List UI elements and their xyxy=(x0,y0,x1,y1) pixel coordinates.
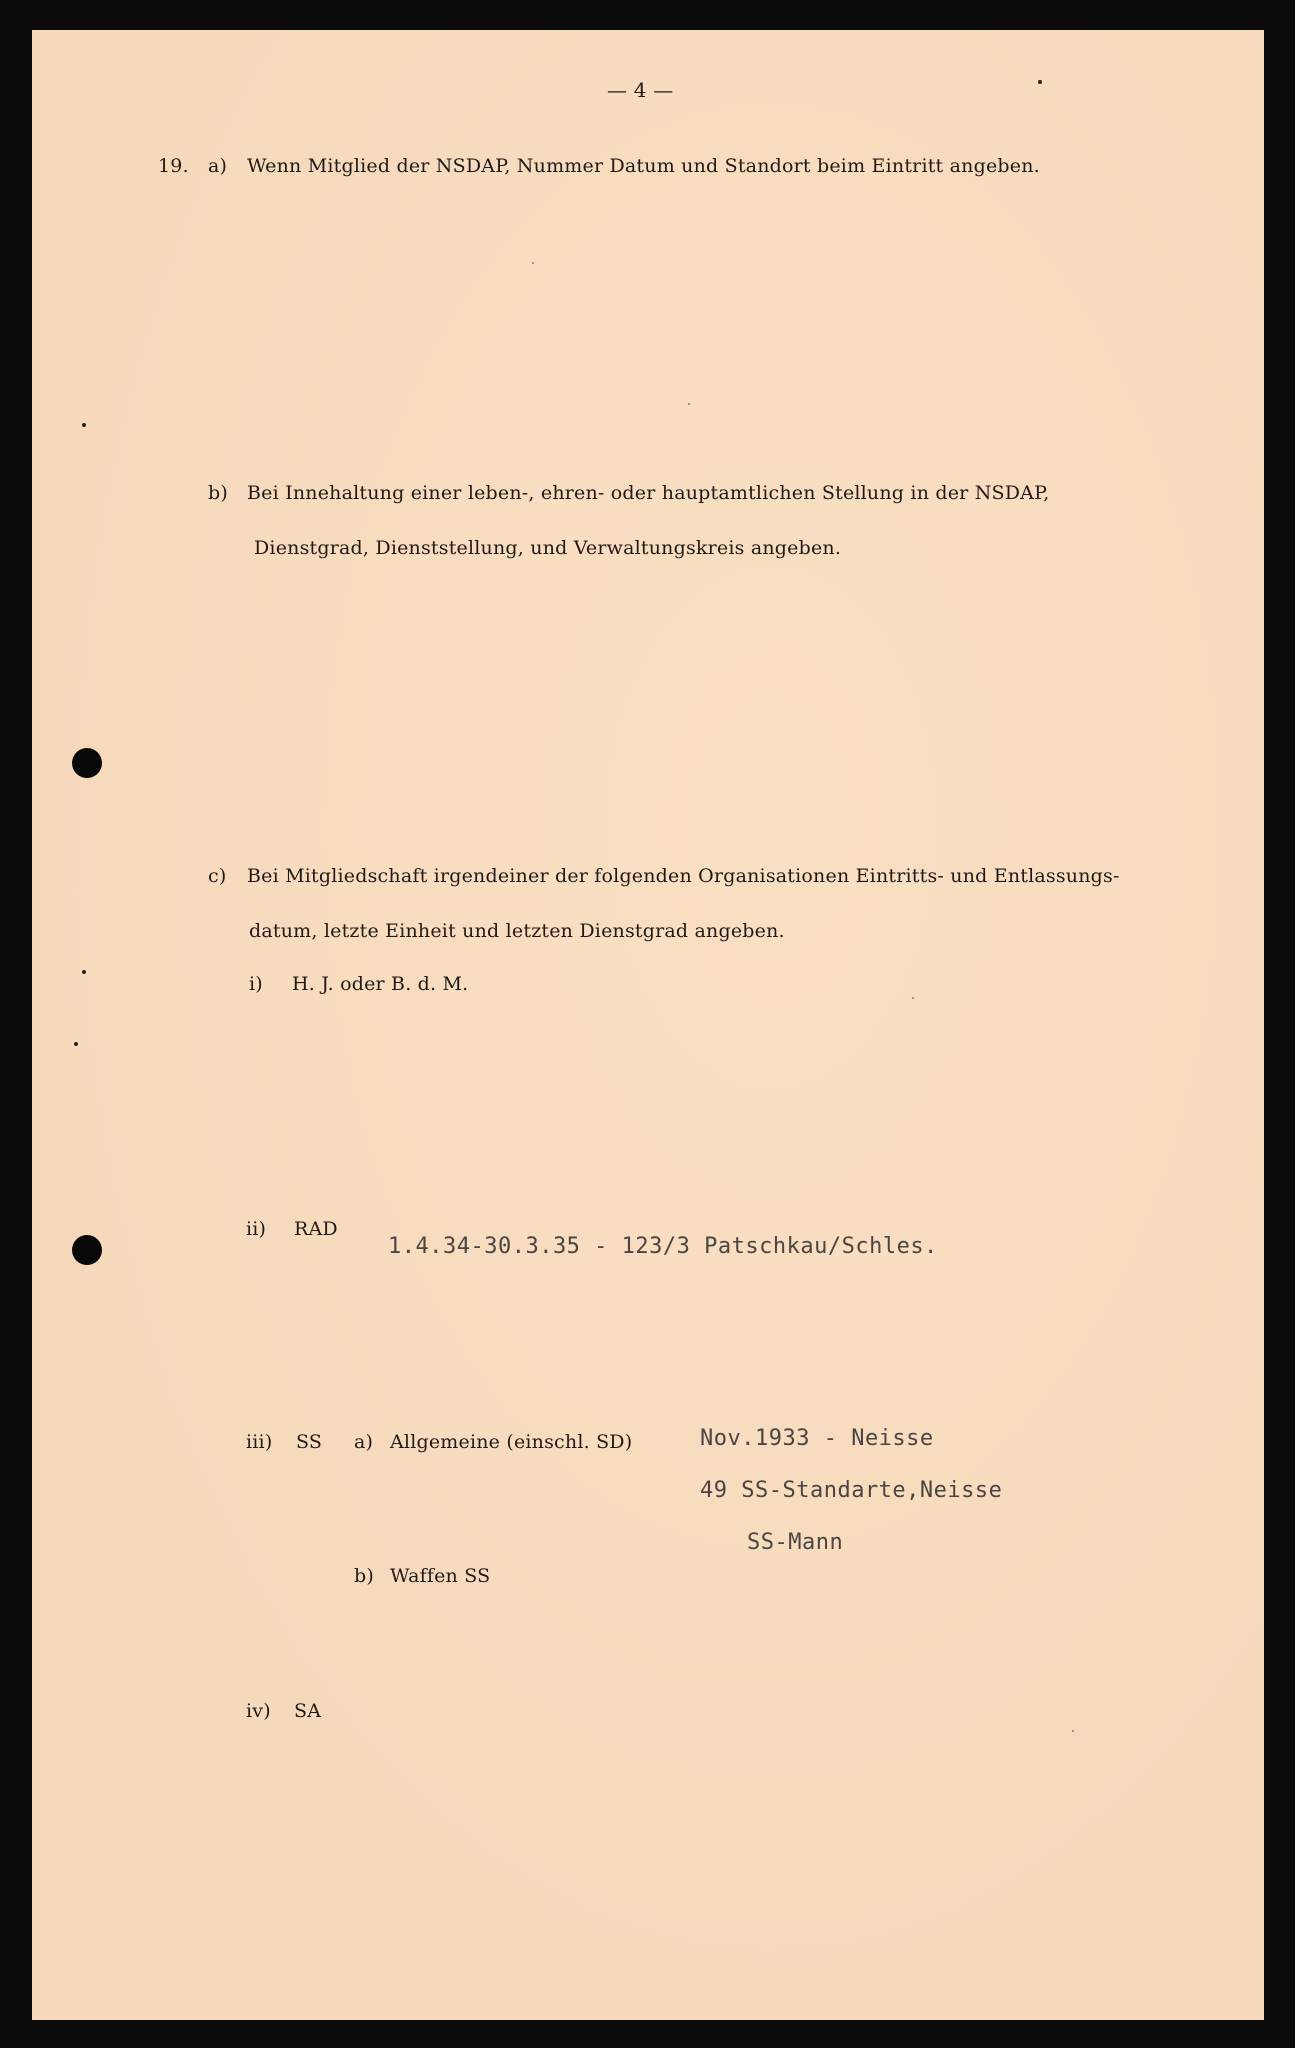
question-b-marker: b) xyxy=(208,482,228,504)
question-c-line1: Bei Mitgliedschaft irgendeiner der folgenden Organisationen Eintritts- und Entlassungs- xyxy=(247,865,1120,887)
punch-hole-lower xyxy=(72,1235,102,1265)
org-iv-label: SA xyxy=(294,1700,322,1722)
question-a-marker: a) xyxy=(208,155,228,177)
speck xyxy=(82,970,86,974)
org-ii-label: RAD xyxy=(294,1218,338,1240)
speck xyxy=(1038,80,1042,84)
question-a-text: Wenn Mitglied der NSDAP, Nummer Datum und Standort beim Eintritt angeben. xyxy=(247,155,1040,177)
speck xyxy=(532,262,534,264)
question-b-line2: Dienstgrad, Dienststellung, und Verwaltungskreis angeben. xyxy=(254,537,842,559)
org-iii-b-marker: b) xyxy=(354,1565,374,1587)
question-b-line1: Bei Innehaltung einer leben-, ehren- oder hauptamtlichen Stellung in der NSDAP, xyxy=(247,482,1050,504)
punch-hole-upper xyxy=(72,748,102,778)
speck xyxy=(688,403,690,405)
org-iii-answer-line3: SS-Mann xyxy=(747,1530,844,1555)
question-c-line2: datum, letzte Einheit und letzten Dienstgrad angeben. xyxy=(249,920,785,942)
org-ii-answer: 1.4.34-30.3.35 - 123/3 Patschkau/Schles. xyxy=(388,1234,938,1259)
speck xyxy=(82,423,86,427)
document-page xyxy=(32,30,1264,2020)
org-iii-b-label: Waffen SS xyxy=(390,1565,491,1587)
speck xyxy=(912,997,914,999)
org-iii-label: SS xyxy=(296,1431,323,1453)
org-iii-a-marker: a) xyxy=(354,1431,374,1453)
org-iv-marker: iv) xyxy=(246,1700,271,1722)
org-ii-marker: ii) xyxy=(246,1218,267,1240)
speck xyxy=(1072,1730,1074,1732)
org-iii-answer-line2: 49 SS-Standarte,Neisse xyxy=(700,1478,1003,1503)
question-number: 19. xyxy=(158,155,189,177)
org-i-label: H. J. oder B. d. M. xyxy=(292,973,469,995)
question-c-marker: c) xyxy=(208,865,227,887)
org-iii-marker: iii) xyxy=(246,1431,273,1453)
org-iii-answer-line1: Nov.1933 - Neisse xyxy=(700,1426,934,1451)
page-number: — 4 — xyxy=(607,78,674,102)
org-iii-a-label: Allgemeine (einschl. SD) xyxy=(390,1431,633,1453)
org-i-marker: i) xyxy=(249,973,263,995)
speck xyxy=(74,1042,78,1046)
